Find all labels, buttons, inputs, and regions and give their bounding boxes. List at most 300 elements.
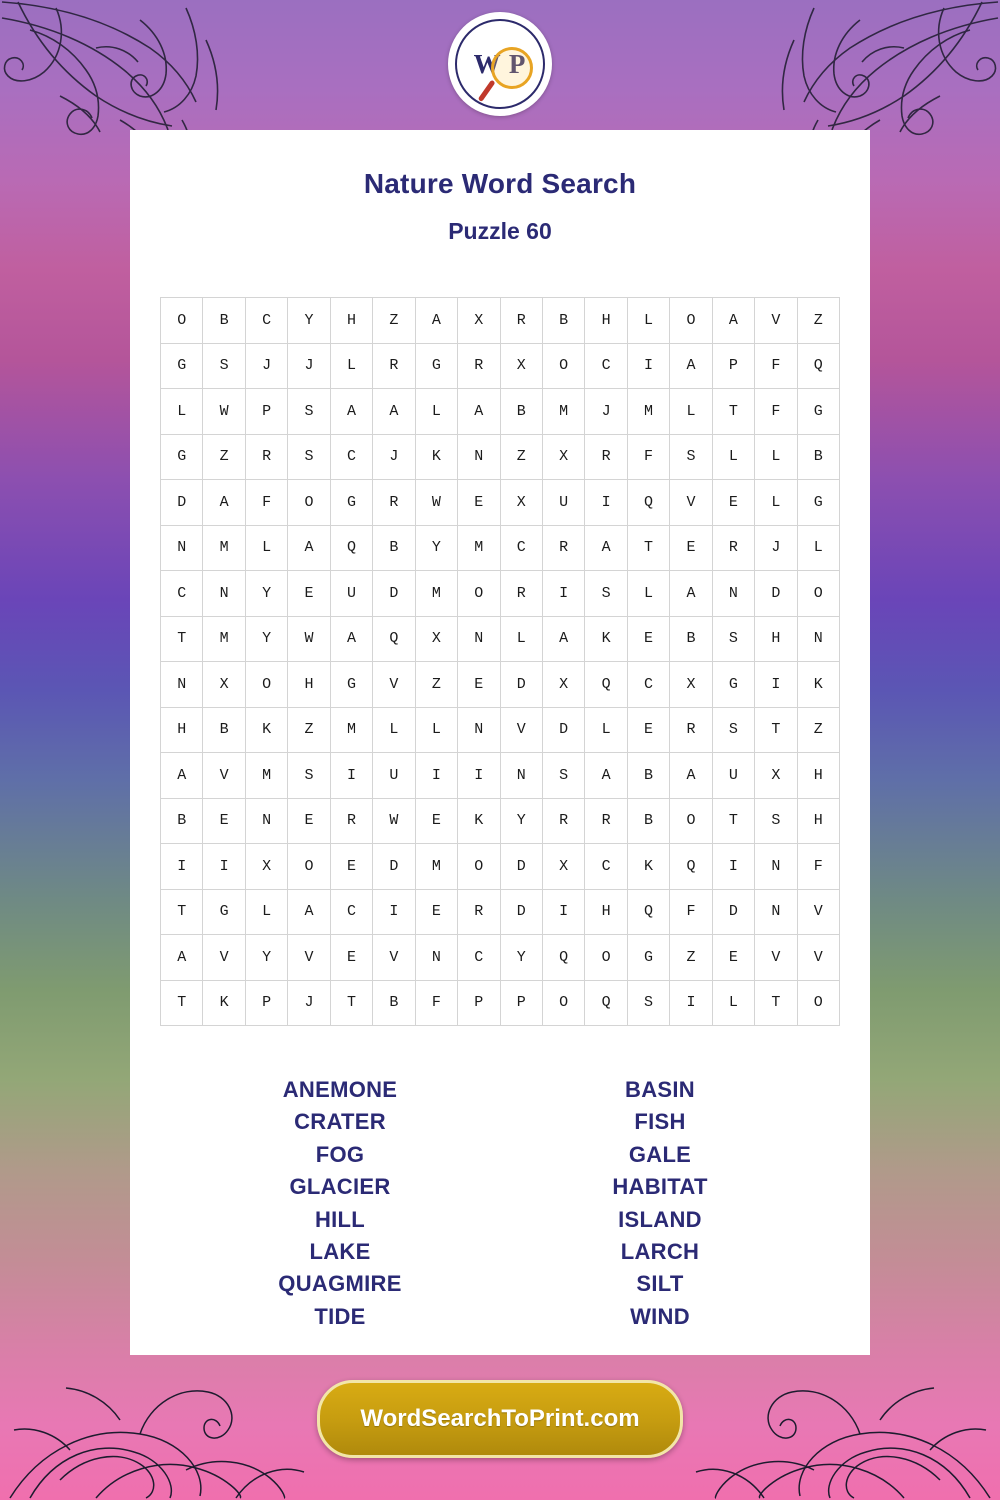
- letter-cell[interactable]: S: [542, 753, 584, 799]
- letter-cell[interactable]: A: [670, 753, 712, 799]
- logo-circle: [455, 19, 545, 109]
- letter-cell[interactable]: Z: [797, 707, 839, 753]
- letter-cell[interactable]: D: [500, 662, 542, 708]
- letter-cell[interactable]: K: [203, 980, 245, 1026]
- word-list-item: CRATER: [294, 1109, 386, 1135]
- letter-cell[interactable]: K: [458, 798, 500, 844]
- letter-cell[interactable]: T: [161, 889, 203, 935]
- letter-cell[interactable]: A: [161, 935, 203, 981]
- letter-cell[interactable]: T: [712, 389, 754, 435]
- puzzle-sheet: [130, 130, 870, 1355]
- letter-cell[interactable]: L: [712, 980, 754, 1026]
- letter-cell[interactable]: C: [500, 525, 542, 571]
- letter-cell[interactable]: G: [797, 389, 839, 435]
- letter-cell[interactable]: K: [415, 434, 457, 480]
- letter-cell[interactable]: C: [245, 298, 287, 344]
- letter-cell[interactable]: B: [627, 798, 669, 844]
- letter-cell[interactable]: W: [288, 616, 330, 662]
- letter-grid-row: [161, 980, 840, 1026]
- letter-cell[interactable]: L: [755, 434, 797, 480]
- letter-cell[interactable]: Z: [288, 707, 330, 753]
- page-title: Nature Word Search: [363, 168, 637, 199]
- letter-cell[interactable]: N: [500, 753, 542, 799]
- letter-cell[interactable]: D: [161, 480, 203, 526]
- letter-grid-row: [161, 434, 840, 480]
- letter-cell[interactable]: D: [500, 889, 542, 935]
- letter-cell[interactable]: E: [670, 525, 712, 571]
- letter-cell[interactable]: G: [203, 889, 245, 935]
- letter-cell[interactable]: U: [712, 753, 754, 799]
- letter-cell[interactable]: I: [373, 889, 415, 935]
- letter-cell[interactable]: D: [712, 889, 754, 935]
- letter-cell[interactable]: E: [203, 798, 245, 844]
- letter-cell[interactable]: I: [712, 844, 754, 890]
- letter-cell[interactable]: G: [712, 662, 754, 708]
- letter-cell[interactable]: M: [203, 616, 245, 662]
- letter-cell[interactable]: V: [755, 935, 797, 981]
- letter-cell[interactable]: V: [373, 662, 415, 708]
- letter-cell[interactable]: N: [161, 662, 203, 708]
- letter-cell[interactable]: D: [500, 844, 542, 890]
- letter-cell[interactable]: V: [797, 935, 839, 981]
- word-list-item: HILL: [314, 1206, 366, 1232]
- letter-grid-row: [161, 662, 840, 708]
- letter-cell[interactable]: E: [415, 798, 457, 844]
- letter-cell[interactable]: Y: [500, 798, 542, 844]
- letter-cell[interactable]: C: [585, 343, 627, 389]
- letter-cell[interactable]: Q: [585, 662, 627, 708]
- letter-cell[interactable]: D: [755, 571, 797, 617]
- letter-cell[interactable]: B: [373, 980, 415, 1026]
- letter-cell[interactable]: C: [330, 434, 372, 480]
- letter-cell[interactable]: N: [458, 434, 500, 480]
- letter-cell[interactable]: V: [203, 753, 245, 799]
- letter-cell[interactable]: E: [712, 480, 754, 526]
- word-list: [190, 1074, 810, 1333]
- letter-cell[interactable]: I: [161, 844, 203, 890]
- letter-cell[interactable]: P: [712, 343, 754, 389]
- letter-cell[interactable]: J: [288, 980, 330, 1026]
- letter-cell[interactable]: N: [203, 571, 245, 617]
- letter-cell[interactable]: Y: [500, 935, 542, 981]
- letter-cell[interactable]: U: [373, 753, 415, 799]
- letter-cell[interactable]: S: [755, 798, 797, 844]
- letter-cell[interactable]: M: [542, 389, 584, 435]
- word-list-item: WIND: [630, 1303, 690, 1329]
- word-list-item: TIDE: [314, 1303, 366, 1329]
- letter-cell[interactable]: R: [585, 434, 627, 480]
- website-badge[interactable]: [317, 1380, 683, 1458]
- letter-cell[interactable]: T: [755, 980, 797, 1026]
- letter-grid-row: [161, 298, 840, 344]
- letter-cell[interactable]: A: [585, 525, 627, 571]
- letter-cell[interactable]: I: [627, 343, 669, 389]
- letter-cell[interactable]: I: [330, 753, 372, 799]
- letter-cell[interactable]: F: [755, 343, 797, 389]
- letter-cell[interactable]: G: [330, 662, 372, 708]
- letter-cell[interactable]: G: [161, 434, 203, 480]
- letter-cell[interactable]: M: [415, 571, 457, 617]
- letter-cell[interactable]: M: [627, 389, 669, 435]
- letter-cell[interactable]: X: [670, 662, 712, 708]
- letter-cell[interactable]: A: [373, 389, 415, 435]
- magnifier-icon: [491, 47, 533, 89]
- letter-cell[interactable]: R: [542, 798, 584, 844]
- letter-cell[interactable]: S: [203, 343, 245, 389]
- letter-cell[interactable]: M: [330, 707, 372, 753]
- word-list-item: ANEMONE: [282, 1077, 398, 1102]
- letter-cell[interactable]: V: [670, 480, 712, 526]
- letter-cell[interactable]: J: [245, 343, 287, 389]
- letter-cell[interactable]: M: [245, 753, 287, 799]
- letter-cell[interactable]: N: [161, 525, 203, 571]
- letter-cell[interactable]: A: [585, 753, 627, 799]
- word-list-item: SILT: [636, 1271, 684, 1297]
- letter-cell[interactable]: S: [288, 389, 330, 435]
- letter-cell[interactable]: R: [585, 798, 627, 844]
- letter-cell[interactable]: X: [755, 753, 797, 799]
- letter-cell[interactable]: J: [755, 525, 797, 571]
- word-list-column-right: [510, 1074, 810, 1333]
- letter-cell[interactable]: S: [712, 707, 754, 753]
- letter-cell[interactable]: O: [797, 571, 839, 617]
- letter-cell[interactable]: O: [458, 571, 500, 617]
- letter-cell[interactable]: O: [288, 480, 330, 526]
- letter-cell[interactable]: T: [755, 707, 797, 753]
- letter-grid-row: [161, 935, 840, 981]
- letter-cell[interactable]: L: [373, 707, 415, 753]
- letter-cell[interactable]: V: [288, 935, 330, 981]
- letter-cell[interactable]: T: [627, 525, 669, 571]
- letter-cell[interactable]: A: [458, 389, 500, 435]
- letter-cell[interactable]: W: [203, 389, 245, 435]
- letter-cell[interactable]: H: [585, 298, 627, 344]
- letter-cell[interactable]: R: [373, 343, 415, 389]
- letter-grid-row: [161, 571, 840, 617]
- word-list-item: LAKE: [309, 1239, 371, 1265]
- letter-cell[interactable]: F: [415, 980, 457, 1026]
- letter-cell[interactable]: H: [161, 707, 203, 753]
- letter-cell[interactable]: O: [670, 298, 712, 344]
- letter-grid-row: [161, 480, 840, 526]
- letter-cell[interactable]: E: [627, 616, 669, 662]
- letter-cell[interactable]: L: [585, 707, 627, 753]
- letter-cell[interactable]: I: [458, 753, 500, 799]
- letter-cell[interactable]: O: [585, 935, 627, 981]
- word-list-item: LARCH: [620, 1239, 700, 1265]
- letter-cell[interactable]: H: [755, 616, 797, 662]
- letter-cell[interactable]: S: [712, 616, 754, 662]
- letter-cell[interactable]: L: [627, 571, 669, 617]
- letter-cell[interactable]: Q: [330, 525, 372, 571]
- letter-cell[interactable]: O: [797, 980, 839, 1026]
- letter-cell[interactable]: A: [542, 616, 584, 662]
- letter-cell[interactable]: X: [500, 480, 542, 526]
- letter-grid-row: [161, 389, 840, 435]
- brand-logo: [448, 12, 552, 116]
- letter-cell[interactable]: A: [288, 889, 330, 935]
- letter-cell[interactable]: N: [797, 616, 839, 662]
- letter-cell[interactable]: O: [542, 343, 584, 389]
- letter-cell[interactable]: Q: [627, 889, 669, 935]
- letter-cell[interactable]: L: [670, 389, 712, 435]
- letter-cell[interactable]: R: [670, 707, 712, 753]
- letter-cell[interactable]: B: [542, 298, 584, 344]
- letter-cell[interactable]: Q: [670, 844, 712, 890]
- letter-cell[interactable]: A: [288, 525, 330, 571]
- letter-cell[interactable]: B: [161, 798, 203, 844]
- letter-cell[interactable]: Q: [797, 343, 839, 389]
- letter-cell[interactable]: I: [585, 480, 627, 526]
- letter-cell[interactable]: E: [458, 480, 500, 526]
- letter-cell[interactable]: E: [288, 798, 330, 844]
- letter-cell[interactable]: X: [203, 662, 245, 708]
- letter-cell[interactable]: J: [288, 343, 330, 389]
- letter-cell[interactable]: A: [330, 389, 372, 435]
- letter-cell[interactable]: K: [585, 616, 627, 662]
- letter-cell[interactable]: C: [161, 571, 203, 617]
- letter-cell[interactable]: F: [670, 889, 712, 935]
- letter-cell[interactable]: U: [542, 480, 584, 526]
- letter-cell[interactable]: I: [203, 844, 245, 890]
- letter-cell[interactable]: D: [373, 571, 415, 617]
- letter-cell[interactable]: A: [670, 343, 712, 389]
- letter-cell[interactable]: V: [500, 707, 542, 753]
- letter-cell[interactable]: L: [415, 389, 457, 435]
- letter-cell[interactable]: F: [627, 434, 669, 480]
- letter-cell[interactable]: F: [245, 480, 287, 526]
- letter-cell[interactable]: E: [288, 571, 330, 617]
- letter-cell[interactable]: R: [245, 434, 287, 480]
- letter-cell[interactable]: L: [500, 616, 542, 662]
- letter-cell[interactable]: N: [755, 844, 797, 890]
- letter-grid[interactable]: [160, 297, 840, 1026]
- letter-cell[interactable]: D: [542, 707, 584, 753]
- letter-cell[interactable]: X: [458, 298, 500, 344]
- letter-cell[interactable]: N: [458, 707, 500, 753]
- letter-cell[interactable]: E: [458, 662, 500, 708]
- letter-cell[interactable]: X: [542, 662, 584, 708]
- letter-cell[interactable]: L: [627, 298, 669, 344]
- letter-cell[interactable]: N: [755, 889, 797, 935]
- word-list-item: GALE: [628, 1141, 692, 1167]
- magnifier-handle-icon: [478, 80, 496, 103]
- letter-cell[interactable]: U: [330, 571, 372, 617]
- letter-cell[interactable]: B: [670, 616, 712, 662]
- letter-cell[interactable]: S: [585, 571, 627, 617]
- letter-cell[interactable]: I: [755, 662, 797, 708]
- letter-cell[interactable]: H: [797, 798, 839, 844]
- letter-cell[interactable]: A: [161, 753, 203, 799]
- letter-cell[interactable]: L: [161, 389, 203, 435]
- letter-grid-body: [161, 298, 840, 1026]
- letter-cell[interactable]: I: [670, 980, 712, 1026]
- letter-cell[interactable]: K: [245, 707, 287, 753]
- word-list-column-left: [190, 1074, 490, 1333]
- letter-cell[interactable]: W: [415, 480, 457, 526]
- word-list-item: QUAGMIRE: [278, 1271, 402, 1297]
- letter-cell[interactable]: G: [415, 343, 457, 389]
- letter-cell[interactable]: X: [542, 844, 584, 890]
- letter-cell[interactable]: F: [755, 389, 797, 435]
- letter-cell[interactable]: Z: [797, 298, 839, 344]
- letter-cell[interactable]: R: [500, 298, 542, 344]
- letter-cell[interactable]: E: [712, 935, 754, 981]
- letter-cell[interactable]: Q: [542, 935, 584, 981]
- letter-cell[interactable]: Z: [500, 434, 542, 480]
- letter-cell[interactable]: H: [797, 753, 839, 799]
- letter-cell[interactable]: X: [500, 343, 542, 389]
- letter-cell[interactable]: G: [161, 343, 203, 389]
- letter-cell[interactable]: O: [245, 662, 287, 708]
- letter-cell[interactable]: R: [373, 480, 415, 526]
- letter-cell[interactable]: L: [245, 889, 287, 935]
- letter-cell[interactable]: A: [203, 480, 245, 526]
- letter-cell[interactable]: I: [415, 753, 457, 799]
- word-list-item: FISH: [634, 1109, 686, 1135]
- letter-cell[interactable]: L: [245, 525, 287, 571]
- letter-cell[interactable]: H: [288, 662, 330, 708]
- letter-cell[interactable]: X: [542, 434, 584, 480]
- letter-cell[interactable]: C: [458, 935, 500, 981]
- letter-cell[interactable]: A: [330, 616, 372, 662]
- letter-cell[interactable]: N: [458, 616, 500, 662]
- letter-cell[interactable]: F: [797, 844, 839, 890]
- word-list-item: FOG: [315, 1141, 365, 1167]
- letter-cell[interactable]: E: [627, 707, 669, 753]
- letter-cell[interactable]: K: [627, 844, 669, 890]
- letter-cell[interactable]: G: [330, 480, 372, 526]
- letter-cell[interactable]: M: [458, 525, 500, 571]
- letter-grid-row: [161, 798, 840, 844]
- letter-cell[interactable]: Z: [373, 298, 415, 344]
- letter-cell[interactable]: B: [373, 525, 415, 571]
- letter-cell[interactable]: D: [373, 844, 415, 890]
- letter-cell[interactable]: A: [712, 298, 754, 344]
- letter-grid-row: [161, 616, 840, 662]
- letter-cell[interactable]: Q: [585, 980, 627, 1026]
- letter-cell[interactable]: Y: [245, 935, 287, 981]
- letter-cell[interactable]: H: [330, 298, 372, 344]
- letter-cell[interactable]: E: [415, 889, 457, 935]
- letter-cell[interactable]: C: [627, 662, 669, 708]
- letter-cell[interactable]: G: [627, 935, 669, 981]
- letter-cell[interactable]: S: [670, 434, 712, 480]
- letter-cell[interactable]: R: [500, 571, 542, 617]
- letter-cell[interactable]: Y: [245, 616, 287, 662]
- letter-cell[interactable]: T: [712, 798, 754, 844]
- letter-cell[interactable]: Y: [245, 571, 287, 617]
- letter-cell[interactable]: O: [458, 844, 500, 890]
- letter-cell[interactable]: L: [755, 480, 797, 526]
- letter-cell[interactable]: R: [542, 525, 584, 571]
- letter-cell[interactable]: L: [797, 525, 839, 571]
- letter-cell[interactable]: L: [415, 707, 457, 753]
- letter-cell[interactable]: O: [288, 844, 330, 890]
- letter-cell[interactable]: L: [712, 434, 754, 480]
- letter-grid-row: [161, 343, 840, 389]
- letter-cell[interactable]: X: [415, 616, 457, 662]
- letter-cell[interactable]: C: [585, 844, 627, 890]
- letter-cell[interactable]: Z: [203, 434, 245, 480]
- letter-cell[interactable]: A: [670, 571, 712, 617]
- letter-cell[interactable]: E: [330, 844, 372, 890]
- letter-cell[interactable]: B: [203, 707, 245, 753]
- letter-cell[interactable]: V: [755, 298, 797, 344]
- letter-cell[interactable]: N: [245, 798, 287, 844]
- letter-cell[interactable]: Z: [415, 662, 457, 708]
- letter-cell[interactable]: S: [288, 434, 330, 480]
- letter-cell[interactable]: I: [542, 571, 584, 617]
- letter-cell[interactable]: T: [330, 980, 372, 1026]
- letter-cell[interactable]: V: [373, 935, 415, 981]
- letter-cell[interactable]: H: [585, 889, 627, 935]
- letter-cell[interactable]: P: [245, 389, 287, 435]
- letter-cell[interactable]: J: [373, 434, 415, 480]
- letter-cell[interactable]: X: [245, 844, 287, 890]
- letter-cell[interactable]: M: [415, 844, 457, 890]
- letter-cell[interactable]: N: [712, 571, 754, 617]
- letter-cell[interactable]: B: [797, 434, 839, 480]
- letter-cell[interactable]: L: [330, 343, 372, 389]
- letter-cell[interactable]: R: [712, 525, 754, 571]
- letter-cell[interactable]: M: [203, 525, 245, 571]
- letter-cell[interactable]: O: [670, 798, 712, 844]
- letter-cell[interactable]: J: [585, 389, 627, 435]
- letter-cell[interactable]: R: [330, 798, 372, 844]
- letter-cell[interactable]: G: [797, 480, 839, 526]
- letter-cell[interactable]: W: [373, 798, 415, 844]
- letter-cell[interactable]: T: [161, 616, 203, 662]
- letter-cell[interactable]: R: [458, 889, 500, 935]
- letter-grid-row: [161, 844, 840, 890]
- letter-cell[interactable]: Z: [670, 935, 712, 981]
- letter-cell[interactable]: B: [203, 298, 245, 344]
- letter-cell[interactable]: K: [797, 662, 839, 708]
- word-list-item: BASIN: [625, 1077, 695, 1102]
- letter-cell[interactable]: S: [627, 980, 669, 1026]
- word-list-item: GLACIER: [289, 1174, 391, 1200]
- letter-cell[interactable]: Q: [373, 616, 415, 662]
- letter-cell[interactable]: V: [203, 935, 245, 981]
- puzzle-number: Puzzle 60: [448, 218, 552, 244]
- letter-cell[interactable]: I: [542, 889, 584, 935]
- letter-cell[interactable]: S: [288, 753, 330, 799]
- letter-cell[interactable]: Y: [415, 525, 457, 571]
- letter-cell[interactable]: P: [458, 980, 500, 1026]
- word-list-item: ISLAND: [618, 1206, 702, 1232]
- letter-grid-row: [161, 753, 840, 799]
- word-list-item: HABITAT: [612, 1174, 708, 1200]
- letter-cell[interactable]: A: [415, 298, 457, 344]
- letter-cell[interactable]: O: [542, 980, 584, 1026]
- letter-cell[interactable]: V: [797, 889, 839, 935]
- website-label: WordSearchToPrint.com: [360, 1405, 640, 1432]
- letter-cell[interactable]: B: [500, 389, 542, 435]
- letter-cell[interactable]: Y: [288, 298, 330, 344]
- letter-cell[interactable]: C: [330, 889, 372, 935]
- letter-cell[interactable]: T: [161, 980, 203, 1026]
- letter-cell[interactable]: P: [500, 980, 542, 1026]
- letter-cell[interactable]: P: [245, 980, 287, 1026]
- letter-cell[interactable]: N: [415, 935, 457, 981]
- letter-cell[interactable]: O: [161, 298, 203, 344]
- letter-cell[interactable]: E: [330, 935, 372, 981]
- letter-grid-wrapper: [160, 297, 840, 1026]
- letter-cell[interactable]: Q: [627, 480, 669, 526]
- letter-cell[interactable]: R: [458, 343, 500, 389]
- letter-cell[interactable]: B: [627, 753, 669, 799]
